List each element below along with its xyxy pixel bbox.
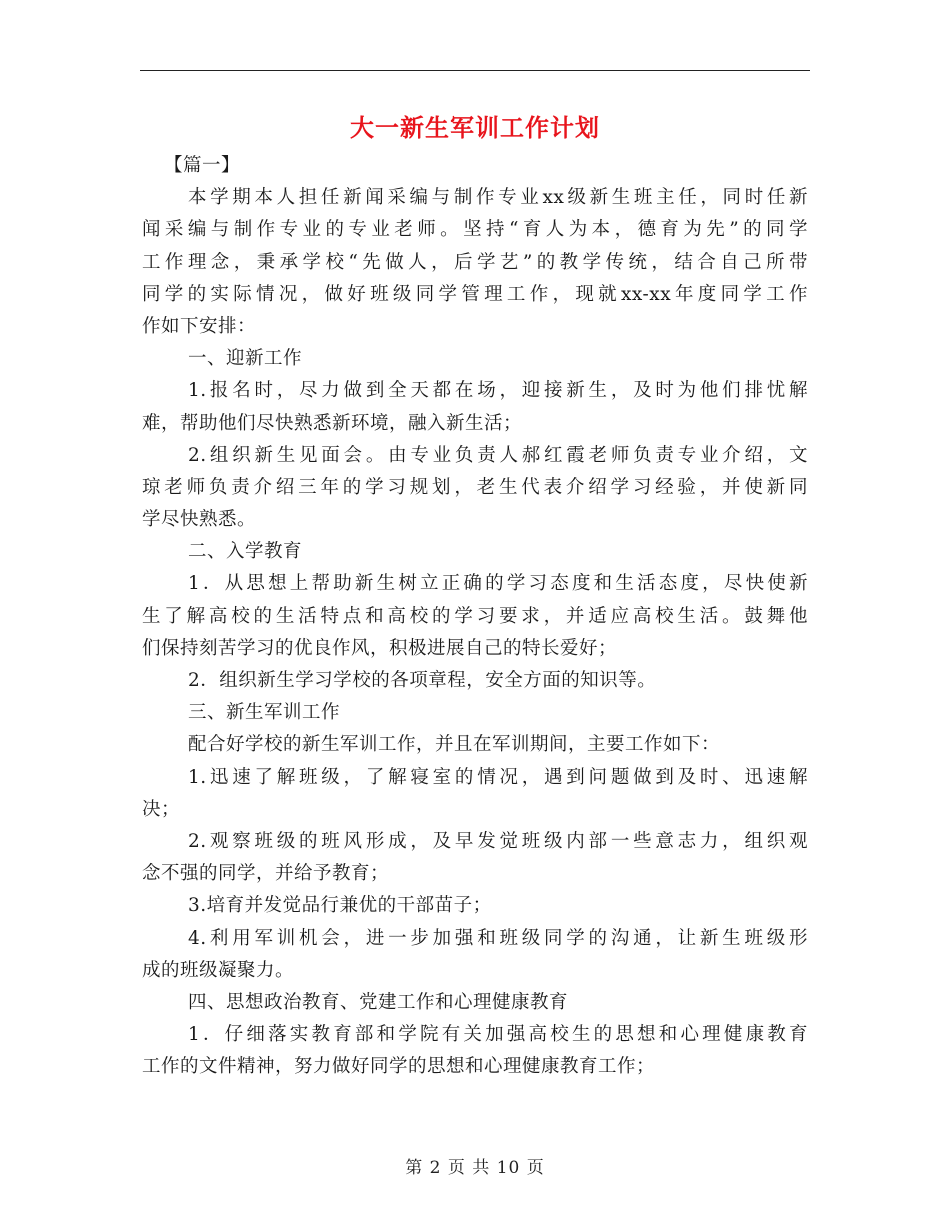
paragraph-line: 1．从思想上帮助新生树立正确的学习态度和生活态度，尽快使新	[188, 573, 808, 595]
paragraph-line: 1.报名时，尽力做到全天都在场，迎接新生，及时为他们排忧解	[188, 380, 808, 402]
paragraph-line: 决；	[142, 798, 181, 820]
paragraph-line: 3.培育并发觉品行兼优的干部苗子；	[188, 895, 492, 917]
paragraph-line: 1.迅速了解班级，了解寝室的情况，遇到问题做到及时、迅速解	[188, 766, 808, 788]
paragraph-line: 闻采编与制作专业的专业老师。坚持“育人为本，德育为先”的同学	[142, 219, 808, 241]
paragraph-line: 2.观察班级的班风形成，及早发觉班级内部一些意志力，组织观	[188, 830, 808, 852]
section-tag: 【篇一】	[164, 155, 241, 176]
paragraph-line: 成的班级凝聚力。	[142, 959, 295, 981]
paragraph-line: 4.利用军训机会，进一步加强和班级同学的沟通，让新生班级形	[188, 927, 808, 949]
heading-line: 三、新生军训工作	[188, 702, 341, 724]
paragraph-line: 1．仔细落实教育部和学院有关加强高校生的思想和心理健康教育	[188, 1024, 808, 1046]
header-rule	[140, 70, 810, 71]
paragraph-line: 生了解高校的生活特点和高校的学习要求，并适应高校生活。鼓舞他	[142, 605, 808, 627]
paragraph-line: 配合好学校的新生军训工作，并且在军训期间，主要工作如下：	[188, 734, 721, 756]
paragraph-line: 作如下安排：	[142, 315, 257, 337]
paragraph-line: 念不强的同学，并给予教育；	[142, 863, 390, 885]
document-body	[142, 150, 808, 1083]
heading-line: 一、迎新工作	[188, 348, 303, 370]
paragraph-line: 工作理念，秉承学校“先做人，后学艺”的教学传统，结合自己所带	[142, 251, 808, 273]
document-title: 大一新生军训工作计划	[350, 114, 600, 142]
paragraph-line: 2.组织新生见面会。由专业负责人郝红霞老师负责专业介绍，文	[188, 444, 808, 466]
paragraph-line: 本学期本人担任新闻采编与制作专业xx级新生班主任，同时任新	[188, 187, 808, 209]
paragraph-line: 同学的实际情况，做好班级同学管理工作，现就xx-xx年度同学工作	[142, 283, 808, 305]
paragraph-line: 学尽快熟悉。	[142, 509, 257, 531]
heading-line: 二、入学教育	[188, 541, 303, 563]
paragraph-line: 难，帮助他们尽快熟悉新环境，融入新生活；	[142, 412, 523, 434]
heading-line: 四、思想政治教育、党建工作和心理健康教育	[188, 991, 569, 1013]
page-number-footer: 第 2 页 共 10 页	[405, 1158, 545, 1178]
paragraph-line: 琼老师负责介绍三年的学习规划，老生代表介绍学习经验，并使新同	[142, 476, 808, 498]
paragraph-line: 们保持刻苦学习的优良作风，积极进展自己的特长爱好；	[142, 637, 618, 659]
paragraph-line: 工作的文件精神，努力做好同学的思想和心理健康教育工作；	[142, 1056, 656, 1078]
paragraph-line: 2．组织新生学习学校的各项章程，安全方面的知识等。	[188, 670, 657, 691]
